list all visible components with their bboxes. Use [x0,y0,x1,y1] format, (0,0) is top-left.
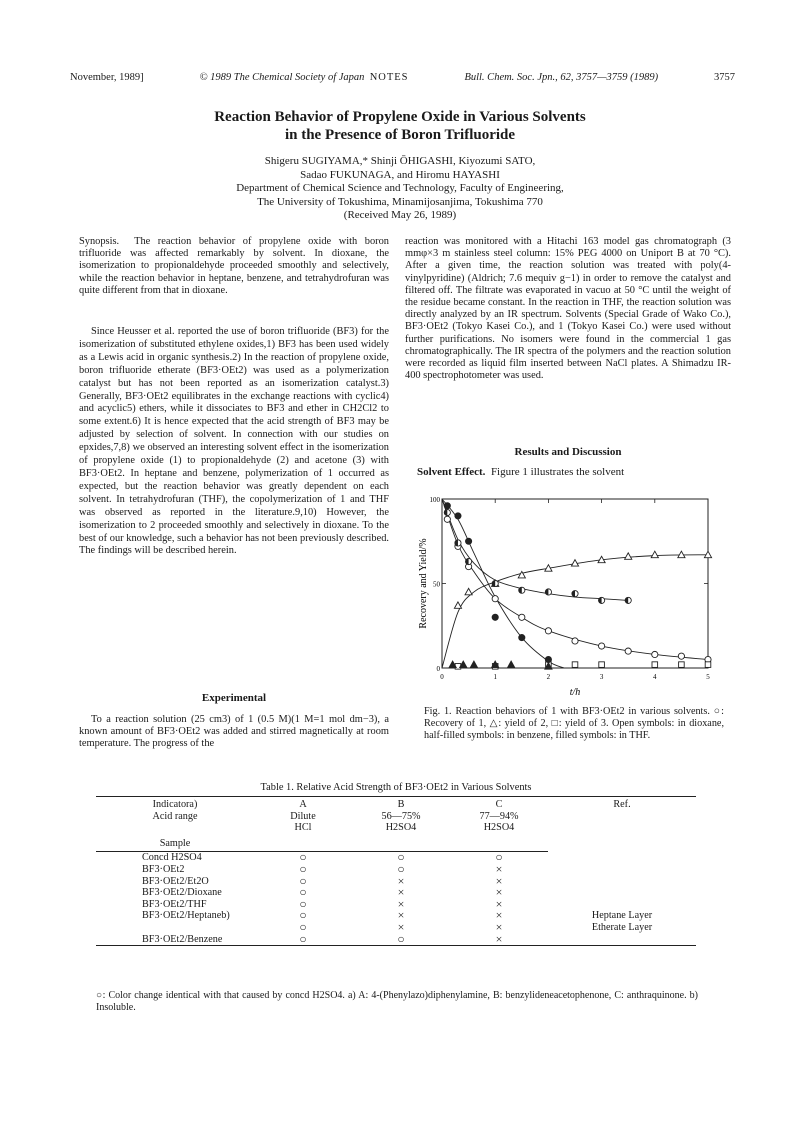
fit-curve [442,499,628,600]
acid-range-a: Dilute HCl [290,810,316,834]
solvent-effect-paragraph [405,466,731,478]
running-header [70,72,735,83]
sample-label: Sample [96,834,254,852]
table-cell-result: × [495,908,503,923]
x-tick-label: 5 [706,673,710,681]
marker-recovery-thf [545,656,551,662]
table-cell-result: ○ [299,919,307,934]
y-tick-label: 50 [433,580,440,589]
marker-recovery-dioxane [444,516,450,522]
table-row [96,864,696,876]
table-row [96,899,696,911]
marker-yield2-dioxane [625,553,632,559]
marker-recovery-dioxane [572,638,578,644]
header-date: November, 1989] [70,72,144,83]
y-tick-label: 0 [436,665,440,673]
marker-recovery-dioxane [519,614,525,620]
table-cell-result: ○ [299,861,307,876]
header-journal: Bull. Chem. Soc. Jpn., 62, 3757—3759 (1989) [464,72,659,83]
table-cell-sample: BF3·OEt2 [142,863,185,875]
table-row [96,887,696,899]
experimental-left [79,714,389,751]
table-cell-result: × [397,908,405,923]
marker-recovery-thf [455,513,461,519]
header-section: NOTES [369,72,409,83]
table-cell-sample: BF3·OEt2/Heptaneb) [142,910,230,922]
authors-block [100,155,700,223]
marker-yield3-dioxane [652,662,658,668]
solvent-effect-label: Solvent Effect. [417,466,486,478]
table-cell-result: ○ [299,850,307,865]
table-cell-sample: BF3·OEt2/THF [142,898,207,910]
table-cell-result: ○ [495,850,503,865]
table-cell-ref [548,934,696,946]
table-footnote: ○: Color change identical with that caused by concd H2SO4. a) A: 4-(Phenylazo)diphenylamine, B: benzylideneacetophenone, C: anthraquinone. b) Insoluble. [96,990,698,1013]
marker-yield2-dioxane [465,588,472,594]
marker-recovery-thf [492,614,498,620]
table-row [96,852,696,864]
table-row [96,876,696,888]
title-line-2: in the Presence of Boron Trifluoride [284,127,516,143]
marker-yield2-dioxane [651,551,658,557]
experimental-right [405,236,731,382]
table-cell-ref [548,864,696,876]
table-cell-sample: BF3·OEt2/Benzene [142,933,223,945]
table-row [96,922,696,934]
table-cell-result: × [397,896,405,911]
table-header-b: B [397,799,405,810]
experimental-heading: Experimental [201,692,267,704]
table-cell-sample [96,922,254,934]
marker-recovery-thf [444,503,450,509]
table-cell-result: ○ [299,896,307,911]
table-1 [96,782,696,946]
fit-curve [442,499,708,660]
marker-recovery-dioxane [492,596,498,602]
table-cell-result: × [495,885,503,900]
acid-range-label: Acid range [152,810,198,822]
table-cell-result: × [495,896,503,911]
table-cell-result: ○ [299,873,307,888]
x-tick-label: 2 [546,673,551,681]
table-row [96,910,696,922]
affiliation-line-2: The University of Tokushima, Minamijosanjima, Tokushima 770 [257,195,543,208]
marker-yield3-dioxane [572,662,578,668]
synopsis-text: The reaction behavior of propylene oxide with boron trifluoride was affected remarkably by solvent. In dioxane, the isomerization to propionaldehyde proceeded smoothly and selectively, while the reaction behavior in heptane, benzene, and tetrahydrofuran was quite different from that in dioxane. [79,236,390,296]
table-cell-result: ○ [299,931,307,946]
affiliation-line-1: Department of Chemical Science and Technology, Faculty of Engineering, [236,182,564,194]
table-cell-result: ○ [397,931,405,946]
experimental-left-text: To a reaction solution (25 cm3) of 1 (0.5 M)(1 M=1 mol dm−3), a known amount of BF3·OEt2 was added and stirred magnetically at room temperature. The progress of the [79,714,389,750]
table-cell-sample: BF3·OEt2/Dioxane [142,887,222,899]
authors-line-1: Shigeru SUGIYAMA,* Shinji ŌHIGASHI, Kiyozumi SATO, [264,155,536,167]
table-cell-ref [548,876,696,888]
x-tick-label: 3 [599,673,604,681]
intro-text: Since Heusser et al. reported the use of boron trifluoride (BF3) for the isomerization of substituted ethylene oxides,1) BF3 has been used widely as a Lewis acid in organic synthesis.2) In the reaction of propylene oxide, boron trifluoride etherate (BF3·OEt2) was used as a polymerization catalyst but has not been reported as an isomerization catalyst.3) Generally, BF3·OEt2 equilibrates in the exchange reactions with cyclic4) and acyclic5) ethers, while it dissociates to BF3 and ether in CH2Cl2 to some extent.6) It is hence expected that the acid strength of BF3 may be adjusted by selection of solvent. In connection with our studies on epxides,7,8) we observed an interesting solvent effect in the isomerization of propylene oxide (1) to propionaldehyde (2) and acetone (3) with BF3·OEt2. In heptane and benzene, polymerization of 1 occurred as expected, but the reaction behavior was greatly dependent on each solvent. In tetrahydrofuran (THF), the copolymerization of 1 and THF was observed as reported in the literature.9,10) However, the isomerization to 2 proceeded smoothly and selectively in dioxane. To the best of our knowledge, such a behavior has not been previously described. The findings will be described herein. [79,326,389,557]
marker-recovery-dioxane [678,653,684,659]
intro-paragraph [79,326,389,558]
table-cell-result: × [397,873,405,888]
table-cell-result: × [397,919,405,934]
figure-caption: Fig. 1. Reaction behaviors of 1 with BF3·OEt2 in various solvents. ○: Recovery of 1, △: yield of 2, □: yield of 3. Open symbols: in dioxane, half-filled symbols: in benzene, filled symbols: in THF. [424,706,724,741]
solvent-effect-text: Figure 1 illustrates the solvent [490,466,625,478]
figure-1-chart [413,492,733,702]
table-cell-sample: Concd H2SO4 [142,852,202,864]
synopsis-label: Synopsis. [79,236,120,247]
header-page: 3757 [714,72,735,83]
table-caption: Table 1. Relative Acid Strength of BF3·OEt2 in Various Solvents [260,782,532,793]
table-cell-ref: Etherate Layer [591,921,653,933]
acid-range-c: 77—94% H2SO4 [479,810,519,834]
table-cell-result: × [495,919,503,934]
y-tick-label: 100 [429,496,440,504]
x-axis-label: t/h [569,687,581,698]
marker-recovery-dioxane [545,628,551,634]
table-header-indicator: Indicatora) [152,799,198,810]
table-cell-result: × [495,861,503,876]
results-heading: Results and Discussion [514,446,622,458]
received-date: (Received May 26, 1989) [343,209,457,221]
marker-recovery-thf [466,538,472,544]
table-cell-sample: BF3·OEt2/Et2O [142,875,209,887]
synopsis [79,236,389,297]
marker-yield2-thf [470,661,477,667]
y-axis-label: Recovery and Yield/% [418,538,429,629]
table-cell-result: × [495,873,503,888]
marker-yield2-dioxane [678,551,685,557]
table-cell-ref: Heptane Layer [591,910,653,922]
acid-range-ref [548,811,696,834]
paper-title [100,108,700,144]
marker-recovery-dioxane [599,643,605,649]
table-header-ref: Ref. [613,799,631,810]
table-cell-ref [548,852,696,864]
acid-range-b: 56—75% H2SO4 [381,810,421,834]
marker-yield3-dioxane [679,662,685,668]
table-header-a: A [299,799,307,810]
marker-yield2-dioxane [454,602,461,608]
x-tick-label: 4 [653,673,657,681]
title-line-1: Reaction Behavior of Propylene Oxide in Various Solvents [214,109,586,125]
experimental-right-text: reaction was monitored with a Hitachi 163 model gas chromatograph (3 mmφ×3 m stainless steel column: 15% PEG 4000 on Uniport B at 70 °C). After a given time, the reaction solution was treated with poly(4-vinylpyridine) (Aldrich; 7.6 mequiv g−1) in order to remove the catalyst and filtered off. The filtrate was evaporated in vacuo at 50 °C until the weight of the residue became constant. In the reaction in THF, the reaction solution was directly analyzed by an IR spectrum. Solvents (Special Grade of Wako Co.), BF3·OEt2 (Tokyo Kasei Co.), and 1 (Tokyo Kasei Co.) were used without further purifications. No isomers were found in the commercial 1 gas chromatographically. The IR spectra of the polymers and the reaction solution were recorded as liquid film inserted between NaCl plates. A Shimadzu IR-400 spectrophotometer was used. [405,236,731,382]
table-cell-result: × [397,885,405,900]
header-copyright: © 1989 The Chemical Society of Japan [199,72,365,83]
marker-yield3-dioxane [599,662,605,668]
table-cell-result: ○ [299,908,307,923]
table-header-c: C [495,799,503,810]
table-cell-result: ○ [299,885,307,900]
marker-yield2-dioxane [571,560,578,566]
marker-recovery-dioxane [625,648,631,654]
marker-recovery-thf [519,634,525,640]
table-cell-result: ○ [397,850,405,865]
table-cell-result: ○ [397,861,405,876]
x-tick-label: 1 [493,673,497,681]
table-row [96,934,696,946]
fit-curve [442,555,708,668]
table-cell-ref [548,899,696,911]
authors-line-2: Sadao FUKUNAGA, and Hiromu HAYASHI [300,168,500,181]
marker-recovery-dioxane [652,651,658,657]
marker-yield2-thf [508,661,515,667]
x-tick-label: 0 [440,673,444,681]
table-cell-result: × [495,931,503,946]
table-cell-ref [548,887,696,899]
marker-yield3-dioxane [705,662,711,668]
